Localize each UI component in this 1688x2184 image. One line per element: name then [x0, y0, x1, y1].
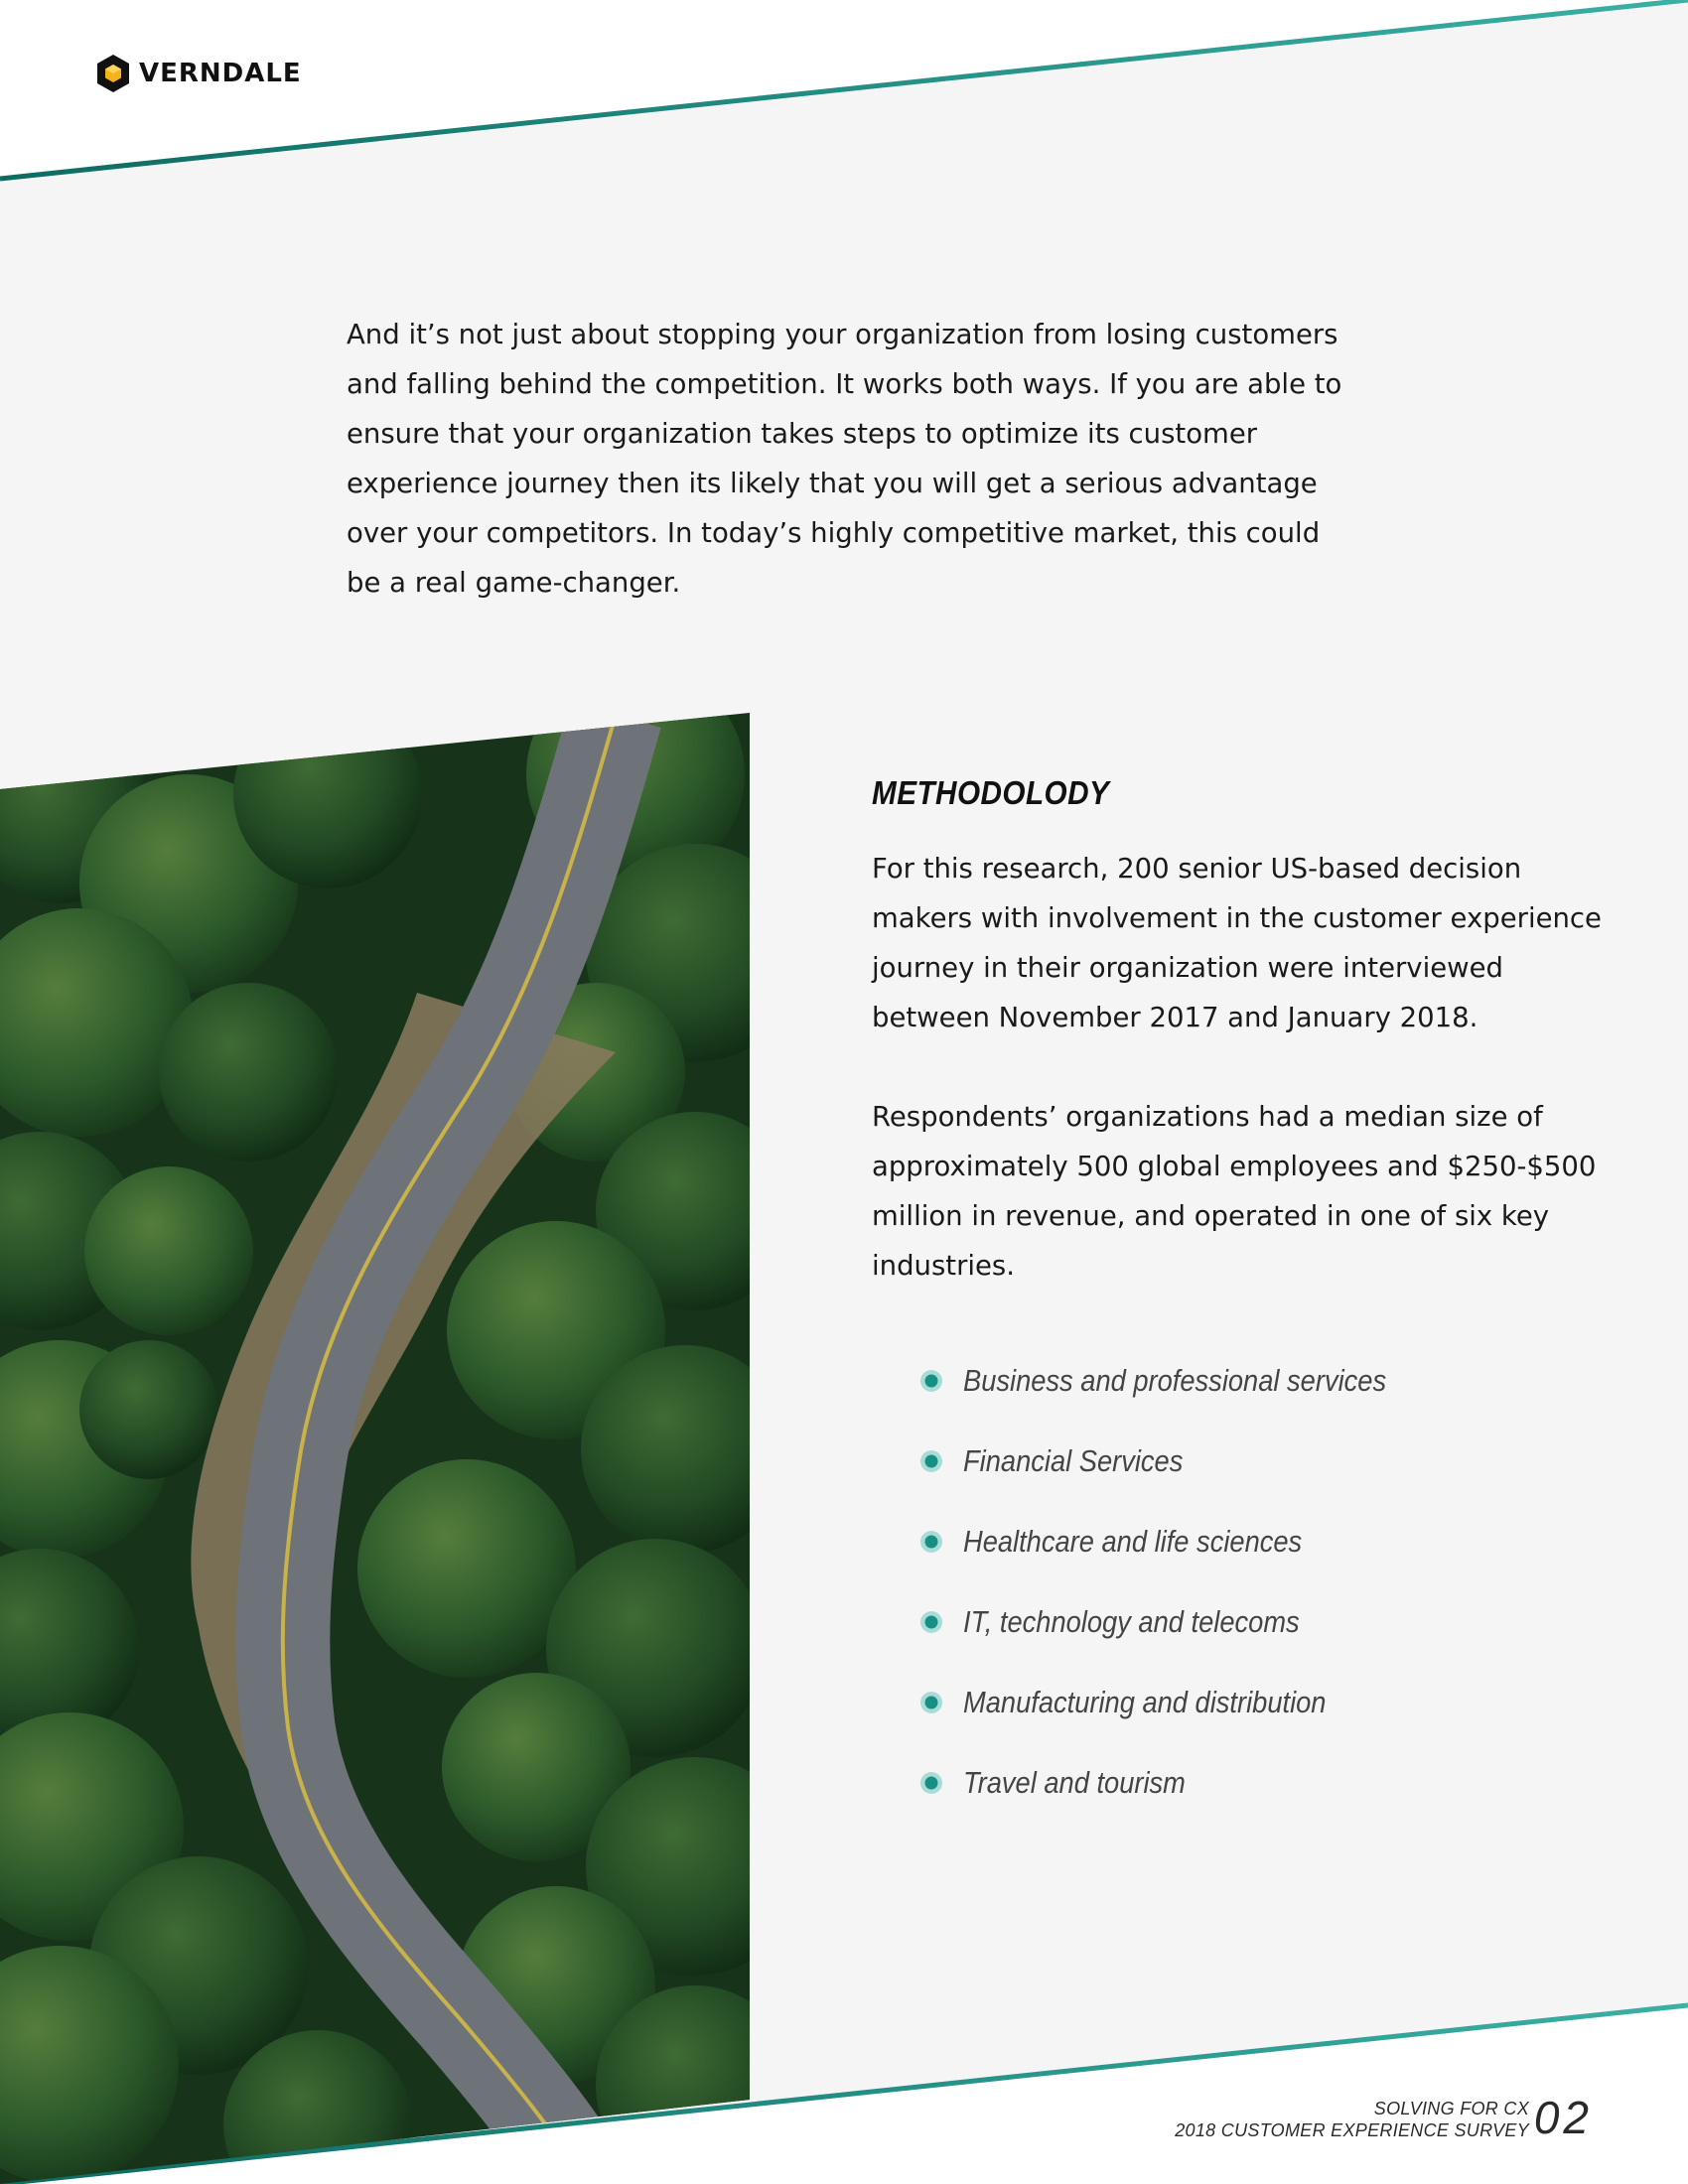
page-number: 02	[1533, 2092, 1593, 2143]
list-item	[919, 1501, 1626, 1581]
footer-caption	[1175, 2098, 1529, 2141]
methodology-heading: METHODOLODY	[872, 774, 1110, 811]
bullet-dot-icon	[919, 1610, 943, 1634]
industry-label: IT, technology and telecoms	[963, 1603, 1300, 1639]
list-item	[919, 1581, 1626, 1662]
methodology-section	[872, 774, 1626, 1823]
industry-label: Manufacturing and distribution	[963, 1684, 1327, 1719]
methodology-paragraph-research: For this research, 200 senior US-based decision makers with involvement in the customer experience journey in their organization were interviewed between November 2017 and January 2018.	[872, 853, 1602, 1033]
aerial-forest-road-photo	[0, 695, 750, 2184]
intro-paragraph: And it’s not just about stopping your organization from losing customers and falling behind the competition. It works both ways. If you are able to ensure that your organization takes steps to optimize its customer experience journey then its likely that you will get a serious advantage over your competitors. In today’s highly competitive market, this could be a real game-changer.	[347, 319, 1342, 599]
industry-label: Business and professional services	[963, 1362, 1387, 1398]
footer-title: SOLVING FOR CX	[1373, 2099, 1529, 2118]
list-item	[919, 1421, 1626, 1501]
footer-subtitle: 2018 CUSTOMER EXPERIENCE SURVEY	[1175, 2120, 1529, 2140]
list-item	[919, 1742, 1626, 1823]
bullet-dot-icon	[919, 1691, 943, 1714]
methodology-paragraph-respondents: Respondents’ organizations had a median size of approximately 500 global employees and $250-$500 million in revenue, and operated in one of six key industries.	[872, 1101, 1597, 1282]
industries-list	[919, 1340, 1626, 1823]
bullet-dot-icon	[919, 1771, 943, 1795]
verndale-hexagon-logo-icon	[95, 54, 131, 93]
brand-logo	[95, 54, 302, 93]
logo-wordmark: VERNDALE	[139, 59, 302, 88]
list-item	[919, 1340, 1626, 1421]
industry-label: Financial Services	[963, 1442, 1184, 1478]
list-item	[919, 1662, 1626, 1742]
bullet-dot-icon	[919, 1369, 943, 1393]
bullet-dot-icon	[919, 1530, 943, 1554]
industry-label: Healthcare and life sciences	[963, 1523, 1303, 1559]
industry-label: Travel and tourism	[963, 1764, 1186, 1800]
bullet-dot-icon	[919, 1449, 943, 1473]
